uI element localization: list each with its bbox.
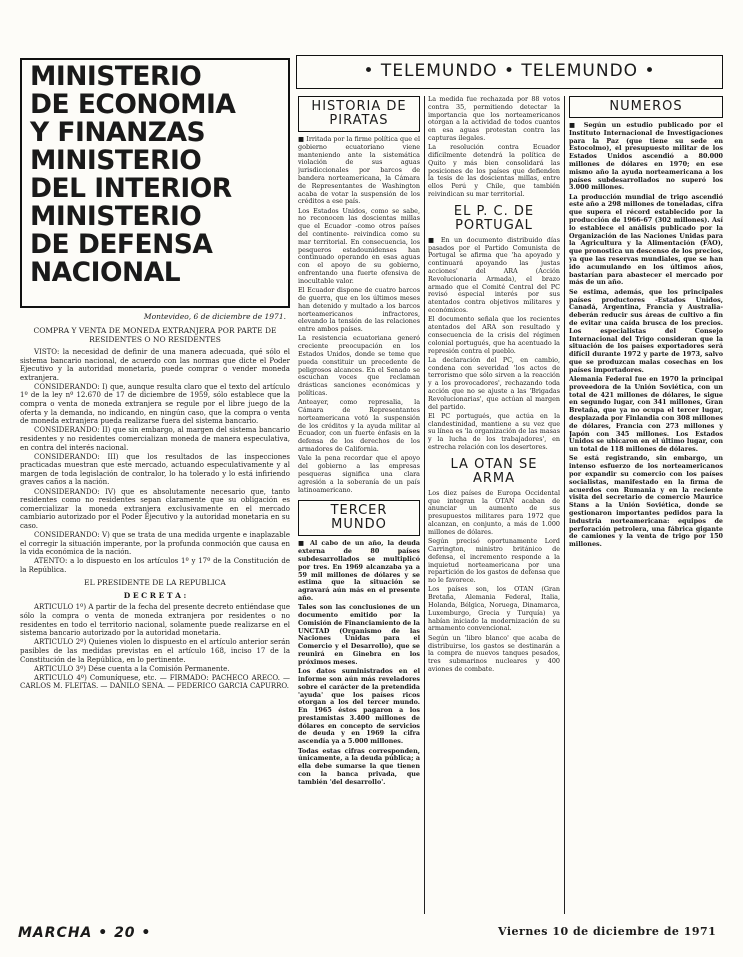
- ministry-line: DEL INTERIOR: [30, 173, 232, 204]
- ministry-line: MINISTERIO: [30, 145, 202, 176]
- numeros-paragraph: Alemania Federal fue en 1970 la principal proveedora de la Unión Soviética, con un total de 421 millones de dólares, le sigue en segundo lugar, con 341 millones, Gran Bretaña, que ya no ocupa el tercer lugar, desplazada por Finlandia con 308 millones de dólares, Francia con 273 millones y Japón con 345 millones. Los Estados Unidos se ubicaron en el último lugar, con un total de 118 millones de dólares.: [569, 375, 723, 454]
- ministry-line: MINISTERIO: [30, 201, 202, 232]
- historia-paragraph: ■ Irritada por la firme política que el gobierno ecuatoriano viene manteniendo ante la sistemática violación de sus aguas jurisdiccionales por barcos de bandera norteamericana, la Cámara de Representantes de Washington acaba de votar la suspensión de los créditos a ese país.: [298, 135, 420, 206]
- numeros-paragraph: Se estima, además, que los principales países productores -Estados Unidos, Canadá, Argentina, Francia y Australia- deberán reducir sus áreas de cultivo a fin de evitar una caída brusca de los precios. Los especialistas del Consejo Internacional del Trigo consideran que la situación de los países exportadores será difícil durante 1972 y parte de 1973, salvo que se produzcan malas cosechas en los países importadores.: [569, 287, 723, 374]
- ministry-line: MINISTERIO: [30, 61, 202, 92]
- numeros-paragraph: Se está registrando, sin embargo, un intenso esfuerzo de los norteamericanos por expandir su comercio con los países socialistas, manifestado en la firma de acuerdos con Rumania y en la reciente visita del secretario de comercio Maurice Stans a la Unión Soviética, donde se gestionaron importantes pedidos para la industria norteamericana: equipos de perforación petrolera, una fábrica gigante de camiones y la venta de trigo por 150 millones.: [569, 454, 723, 549]
- otan-paragraph: Los diez países de Europa Occidental que integran la OTAN acaban de anunciar un aumento de sus presupuestos militares para 1972 que alcanzan, en conjunto, a más de 1.000 millones de dólares.: [428, 488, 560, 536]
- column-divider: [424, 96, 425, 914]
- numeros-paragraph: ■ Según un estudio publicado por el Instituto Internacional de Investigaciones para la Paz (que tiene su sede en Estocolmo), el presupuesto militar de los Estados Unidos ascendió a 80.000 millones de dólares en 1970; en ese mismo año la ayuda norteamericana a los países subdesarrollados no superó los 3.000 millones.: [569, 121, 723, 192]
- historia-paragraph: Anteayer, como represalia, la Cámara de Representantes norteamericana votó la suspensión de los créditos y la ayuda militar al Ecuador, con un fuerte énfasis en la defensa de los derechos de los armadores de California.: [298, 398, 420, 454]
- decree-paragraph: VISTO: la necesidad de definir de una manera adecuada, qué sólo el sistema bancario nacional, de acuerdo con las normas que dicte el Poder Ejecutivo y la autoridad monetaria, puede comprar o vender moneda extranjera.: [20, 348, 290, 382]
- historia-paragraph: La medida fue rechazada por 88 votos contra 35, permitiendo detectar la importancia que los norteamericanos otorgan a la actividad de todos cuantos en esa aguas protestan contra las capturas ilegales.: [428, 96, 560, 142]
- ministry-line: DE DEFENSA: [30, 229, 213, 260]
- decreta-heading: D E C R E T A :: [123, 591, 187, 601]
- telemundo-banner: [296, 55, 723, 89]
- decree-paragraph: CONSIDERANDO: I) que, aunque resulta claro que el texto del artículo 1º de la ley nº 12.670 de 17 de diciembre de 1959, sólo establece que la compra o venta de moneda extranjera se regule por el libre juego de la oferta y la demanda, no indicando, en ningún caso, que la compra o venta de moneda extranjera pueda realizarse fuera del sistema bancario.: [20, 382, 290, 426]
- tercer-paragraph: ■ Al cabo de un año, la deuda externa de 80 países subdesarrollados se multiplicó por tres. En 1969 alcanzaba ya a 59 mil millones de dólares y se estima que la situación se agravará aún más en el presente año.: [298, 539, 420, 602]
- column-divider: [564, 96, 565, 914]
- ministry-line: NACIONAL: [30, 257, 181, 288]
- numeros-paragraph: La producción mundial de trigo ascendió este año a 298 millones de toneladas, cifra que supera el récord establecido por la producción de 1966-67 (302 millones). Así lo establece el análisis publicado por la Organización de las Naciones Unidas para la Agricultura y la Alimentación (FAO), que pronostica un descenso de los precios, ya que las reservas mundiales, que se han ido acumulando en los últimos años, bastarían para abastecer el mercado por más de un año.: [569, 192, 723, 287]
- pc-portugal-heading: EL P. C. DE PORTUGAL: [453, 203, 535, 233]
- ministry-line: DE ECONOMIA: [30, 89, 236, 120]
- decree-paragraph: CONSIDERANDO: V) que se trata de una medida urgente e inaplazable el corregir la situación imperante, por la profunda conmoción que causa en la vida económica de la nación.: [20, 530, 290, 557]
- telemundo-title: • TELEMUNDO • TELEMUNDO •: [363, 61, 656, 81]
- pc-paragraph: El PC portugués, que actúa en la clandestinidad, mantiene a su vez que su línea es 'la organización de las masas y la lucha de los trabajadores', en estrecha relación con los desertores.: [428, 411, 560, 452]
- otan-heading: LA OTAN SE ARMA: [450, 456, 538, 486]
- news-column-2: [428, 96, 560, 918]
- pc-paragraph: La declaración del PC, en cambio, condena con severidad 'los actos de terrorismo que sólo sirven a la reacción y a los provocadores', rechazando toda acción que no se ajuste a las 'Brigadas Revolucionarias', que actúan al margen del partido.: [428, 355, 560, 411]
- decree-date: Montevideo, 6 de diciembre de 1971.: [143, 312, 286, 321]
- otan-paragraph: Según un 'libro blanco' que acaba de distribuirse, los gastos se destinarán a la compra de nuevos tanques pesados, tres submarinos nucleares y 400 aviones de combate.: [428, 633, 560, 673]
- magazine-footer: MARCHA • 20 •: [18, 925, 152, 941]
- pc-paragraph: ■ En un documento distribuido días pasados por el Partido Comunista de Portugal se afirma que 'ha apoyado y continuará apoyando las justas acciones' del ARA (Acción Revolucionaria Armada), el brazo armado que el Comité Central del PC revisó especial interés por sus atentados contra objetivos militares y económicos.: [428, 235, 560, 315]
- tercer-mundo-heading: TERCER MUNDO: [298, 500, 420, 536]
- ministries-heading-box: [20, 58, 290, 308]
- decree-paragraph: ATENTO: a lo dispuesto en los artículos 1º y 17º de la Constitución de la República.: [20, 557, 290, 574]
- news-column-1: [298, 96, 420, 918]
- historia-paragraph: La resolución contra Ecuador difícilmente detendrá la política de Quito y más bien consolidará las posiciones de los países que defienden la tesis de las doscientas millas, entre ellos Perú y Chile, que también reivindican su mar territorial.: [428, 143, 560, 199]
- historia-paragraph: La resistencia ecuatoriana generó creciente preocupación en los Estados Unidos, donde se teme que pueda constituir un precedente de peligrosos alcances. En el Senado se escuchan voces que reclaman drásticas sanciones económicas y políticas.: [298, 334, 420, 397]
- historia-paragraph: Vale la pena recordar que el apoyo del gobierno a las empresas pesqueras significa una clara agresión a la soberanía de un país latinoamericano.: [298, 454, 420, 494]
- decree-article: ARTICULO 3º) Dése cuenta a la Comisión Permanente.: [34, 664, 230, 673]
- historia-heading: HISTORIA DE PIRATAS: [298, 96, 420, 132]
- news-column-3: [569, 96, 723, 918]
- tercer-paragraph: Tales son las conclusiones de un documento emitido por la Comisión de Financiamiento de la UNCTAD (Organismo de las Naciones Unidas para el Comercio y el Desarrollo), que se reunirá en Ginebra en los próximos meses.: [298, 603, 420, 666]
- decree-paragraph: CONSIDERANDO: III) que los resultados de las inspecciones practicadas muestran que este mercado, actuando especulativamente y al margen de toda legislación de contralor, lo ha tolerado y lo está infiriendo graves caños a la nación.: [20, 452, 290, 487]
- decree-article: ARTICULO 4º) Comuníquese, etc. — FIRMADO: PACHECO ARECO. — CARLOS M. FLEITAS. — DANILO SENA. — FEDERICO GARCIA CAPURRO.: [20, 673, 290, 691]
- tercer-paragraph: Los datos suministrados en el informe son aún más reveladores sobre el carácter de la pretendida 'ayuda' que los países ricos otorgan a los del tercer mundo. En 1965 éstos pagaron a los prestamistas 3.400 millones de dólares en concepto de servicios de deuda y en 1969 la cifra ascendía ya a 5.000 millones.: [298, 667, 420, 746]
- issue-date-footer: Viernes 10 de diciembre de 1971: [498, 925, 717, 938]
- historia-paragraph: El Ecuador dispone de cuatro barcos de guerra, que en los últimos meses han detenido y multado a los barcos norteamericanos infractores, elevando la tensión de las relaciones entre ambos países.: [298, 286, 420, 334]
- decree-article: ARTICULO 1º) A partir de la fecha del presente decreto entiéndase que sólo la compra o venta de moneda extranjera por residentes o no residentes en todo el territorio nacional, solamente puede realizarse en el sistema bancario autorizado por la autoridad monetaria.: [20, 603, 290, 638]
- numeros-heading: NUMEROS: [569, 96, 723, 118]
- tercer-paragraph: Todas estas cifras corresponden, únicamente, a la deuda pública; a ella debe sumarse la que tienen con la banca privada, que también 'del desarrollo'.: [298, 746, 420, 786]
- pc-paragraph: El documento señala que los recientes atentados del ARA son resultado y consecuencia de la crisis del régimen colonial portugués, que ha acentuado la represión contra el pueblo.: [428, 315, 560, 355]
- decree-column: [20, 58, 290, 928]
- decree-subject: COMPRA Y VENTA DE MONEDA EXTRANJERA POR PARTE DE RESIDENTES O NO RESIDENTES: [33, 326, 277, 344]
- decree-paragraph: CONSIDERANDO: IV) que es absolutamente necesario que, tanto residentes como no residentes sepan claramente que su obligación es comercializar la moneda extranjera exclusivamente en el mercado cambiario autorizado por el Poder Ejecutivo y la autoridad monetaria en su caso.: [20, 487, 290, 530]
- decree-paragraph: CONSIDERANDO: II) que sin embargo, al margen del sistema bancario residentes y no residentes comercializan moneda de manera especulativa, en contra del interés nacional.: [20, 426, 290, 452]
- decree-article: ARTICULO 2º) Quienes violen lo dispuesto en el artículo anterior serán pasibles de las medidas previstas en el artículo 168, inciso 17 de la Constitución de la República, en lo pertinente.: [20, 638, 290, 664]
- otan-paragraph: Según precisó oportunamente Lord Carrington, ministro británico de defensa, el incremento responde a la inquietud norteamericana por una repartición de los gastos de defensa que no le favorece.: [428, 537, 560, 585]
- historia-paragraph: Los Estados Unidos, como se sabe, no reconocen las doscientas millas que el Ecuador -como otros países del continente- reivindica como su mar territorial. En consecuencia, los pesqueros estadounidenses han continuado operando en esas aguas con el apoyo de su gobierno, enfrentando una fuerte ofensiva de inocultable valor.: [298, 206, 420, 285]
- ministry-line: Y FINANZAS: [30, 117, 206, 148]
- president-heading: EL PRESIDENTE DE LA REPUBLICA: [84, 578, 226, 588]
- otan-paragraph: Los países son, los OTAN (Gran Bretaña, Alemania Federal, Italia, Holanda, Bélgica, Noruega, Dinamarca, Luxemburgo, Grecia y Turquía) ya habían iniciado la modernización de su armamento convencional.: [428, 585, 560, 633]
